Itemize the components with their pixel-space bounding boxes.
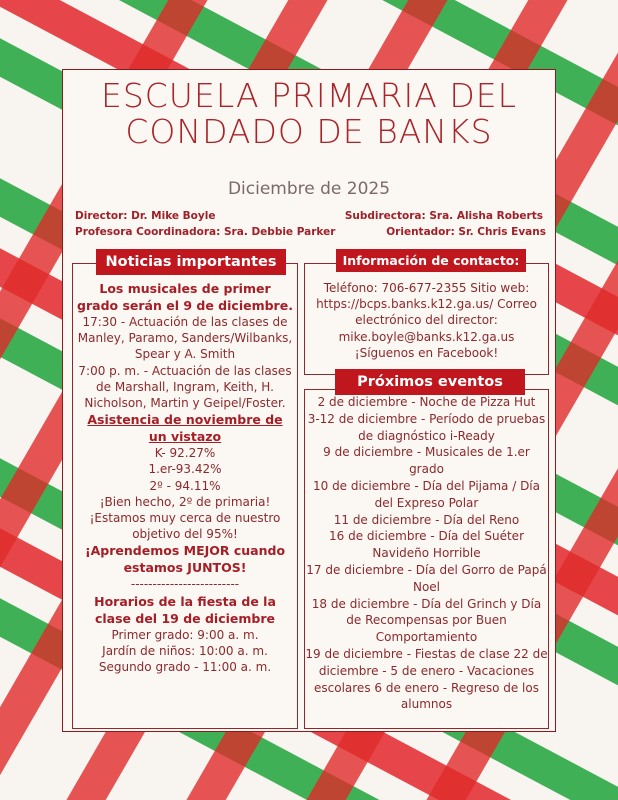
party-time: Jardín de niños: 10:00 a. m.	[102, 643, 268, 658]
contact-box	[304, 263, 549, 375]
event-item: 3-12 de diciembre - Período de pruebas de diagnóstico i-Ready	[307, 411, 546, 443]
orientador-name: Orientador: Sr. Chris Evans	[386, 226, 546, 238]
news-heading: Noticias importantes	[96, 249, 286, 275]
event-item: 2 de diciembre - Noche de Pizza Hut	[317, 395, 536, 409]
contact-info: Teléfono: 706-677-2355 Sitio web: https://bcps.banks.k12.ga.us/ Correo electrónico del director: mike.boyle@banks.k12.ga.us	[316, 281, 537, 344]
party-title: Horarios de la fiesta de la clase del 19 de diciembre	[94, 593, 276, 626]
title-line-2: CONDADO DE BANKS	[125, 112, 493, 151]
divider: -------------------------	[130, 577, 240, 592]
event-item: 10 de diciembre - Día del Pijama / Día del Expreso Polar	[312, 478, 540, 510]
attendance-note: ¡Bien hecho, 2º de primaria!	[99, 494, 271, 509]
contact-heading: Información de contacto:	[336, 249, 526, 272]
event-item: 19 de diciembre - Fiestas de clase 22 de diciembre - 5 de enero - Vacaciones escolares 6 de enero - Regreso de los alumnos	[305, 646, 548, 712]
events-heading: Próximos eventos	[335, 369, 525, 395]
musicals-line: 17:30 - Actuación de las clases de Manley, Paramo, Sanders/Wilbanks, Spear y A. Smith	[77, 315, 293, 362]
school-title	[63, 78, 555, 150]
attendance-note: ¡Estamos muy cerca de nuestro objetivo del 95%!	[89, 511, 281, 542]
musicals-title: Los musicales de primer grado serán el 9 de diciembre.	[77, 281, 293, 313]
facebook-link[interactable]: ¡Síguenos en Facebook!	[354, 345, 499, 360]
party-time: Segundo grado - 11:00 a. m.	[98, 660, 272, 675]
event-item: 9 de diciembre - Musicales de 1.er grado	[323, 445, 530, 477]
event-item: 17 de diciembre - Día del Gorro de Papá Noel	[306, 562, 547, 594]
motto: ¡Aprendemos MEJOR cuando estamos JUNTOS!	[84, 543, 286, 576]
party-time: Primer grado: 9:00 a. m.	[111, 627, 259, 642]
newsletter-panel	[62, 69, 556, 732]
newsletter-date: Diciembre de 2025	[227, 179, 391, 199]
event-item: 16 de diciembre - Día del Suéter Navideño Horrible	[329, 529, 524, 561]
attendance-item: 1.er-93.42%	[148, 462, 222, 477]
title-line-1: ESCUELA PRIMARIA DEL	[100, 76, 518, 115]
director-name: Director: Dr. Mike Boyle	[75, 210, 216, 222]
event-item: 18 de diciembre - Día del Grinch y Día de Recompensas por Buen Comportamiento	[311, 596, 542, 645]
event-item: 11 de diciembre - Día del Reno	[333, 512, 520, 527]
attendance-item: K- 92.27%	[154, 446, 216, 461]
events-box	[304, 389, 549, 729]
coordinadora-name: Profesora Coordinadora: Sra. Debbie Parker	[75, 226, 336, 238]
attendance-item: 2º - 94.11%	[149, 478, 221, 493]
musicals-line: 7:00 p. m. - Actuación de las clases de Marshall, Ingram, Keith, H. Nicholson, Martin y Geipel/Foster.	[78, 363, 292, 411]
attendance-title: Asistencia de noviembre de un vistazo	[87, 412, 283, 445]
subdirectora-name: Subdirectora: Sra. Alisha Roberts	[344, 210, 543, 222]
news-box	[72, 263, 298, 729]
